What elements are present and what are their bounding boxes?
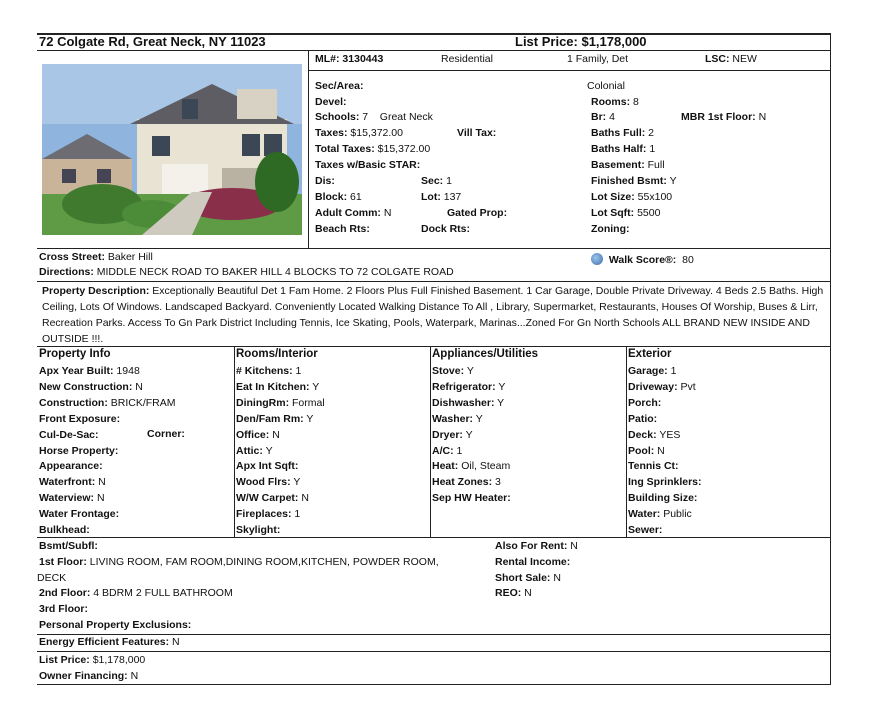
property-row [39, 524, 90, 537]
appliances-row-value: Oil, Steam [461, 460, 511, 473]
rooms-value: 8 [633, 96, 639, 108]
mls-number [315, 53, 383, 66]
exterior-row-label: Patio: [628, 412, 658, 425]
property-row [39, 365, 140, 378]
beach-rts-label: Beach Rts: [315, 223, 370, 235]
divider [37, 346, 831, 347]
cross-street-value: Baker Hill [107, 251, 153, 263]
bedrooms [591, 111, 615, 124]
style-value: Colonial [587, 80, 625, 92]
appliances-row-label: Sep HW Heater: [432, 492, 511, 505]
divider [37, 537, 831, 538]
rooms-row-label: # Kitchens: [236, 365, 293, 377]
directions [39, 266, 454, 279]
rooms-row-value: 1 [295, 365, 302, 377]
property-row-value: BRICK/FRAM [110, 396, 176, 409]
first-floor-label: 1st Floor: [39, 556, 87, 568]
property-row [39, 413, 120, 426]
exterior-row-value: 1 [670, 365, 677, 377]
taxes-star-label: Taxes w/Basic STAR: [315, 159, 421, 171]
appliances-row-label: Washer: [432, 412, 474, 425]
walk-score-value: 80 [682, 254, 694, 266]
list-price-header: List Price: $1,178,000 [515, 34, 647, 49]
lot-size [591, 191, 672, 204]
exterior-row-label: Porch: [628, 396, 662, 409]
short-sale-label: Short Sale: [495, 572, 551, 584]
mls-label: ML#: [315, 53, 340, 65]
first-floor [39, 556, 439, 569]
exterior-row [628, 429, 680, 442]
property-row-label: Waterfront: [39, 476, 96, 489]
exterior-row [628, 492, 697, 505]
appliances-row [432, 429, 473, 442]
exterior-heading: Exterior [628, 348, 672, 360]
divider [626, 346, 627, 537]
divider [37, 651, 831, 652]
taxes-value: $15,372.00 [350, 127, 403, 139]
lot-sqft [591, 207, 660, 220]
schools-value: 7 Great Neck [362, 111, 433, 123]
second-floor [39, 587, 233, 600]
reo-value: N [524, 587, 532, 599]
basement [591, 159, 665, 172]
owner-financing [39, 670, 138, 683]
property-row-label: Waterview: [39, 492, 95, 505]
divider [37, 634, 831, 635]
owner-financing-label: Owner Financing: [39, 670, 128, 682]
also-for-rent-label: Also For Rent: [495, 540, 568, 552]
exterior-row-label: Water: [628, 508, 661, 521]
property-row-label: Apx Year Built: [39, 365, 114, 377]
lot-label: Lot: [421, 191, 441, 203]
property-row [39, 397, 176, 410]
rooms-row-label: W/W Carpet: [236, 492, 299, 505]
list-price-value: $1,178,000 [92, 654, 146, 666]
appliances-heading: Appliances/Utilities [432, 348, 539, 360]
basement-label: Basement: [591, 159, 645, 171]
house-photo-icon [42, 64, 302, 235]
exterior-row-label: Sewer: [628, 524, 663, 536]
rooms-row-value: N [272, 428, 280, 441]
appliances-row-label: A/C: [432, 444, 454, 457]
rooms-row [236, 429, 280, 442]
appliances-row-label: Refrigerator: [432, 380, 496, 393]
baths-full-value: 2 [648, 127, 655, 139]
appliances-row [432, 476, 501, 489]
rooms-row [236, 508, 300, 521]
taxes-label: Taxes: [315, 127, 348, 139]
rooms-row [236, 445, 273, 458]
total-taxes-label: Total Taxes: [315, 143, 375, 155]
exterior-row-label: Garage: [628, 365, 668, 377]
sec [421, 175, 452, 188]
appliances-row-value: Y [497, 396, 505, 409]
appliances-row-label: Dryer: [432, 428, 463, 441]
listing-address: 72 Colgate Rd, Great Neck, NY 11023 [39, 34, 266, 49]
rooms-row [236, 492, 309, 505]
directions-value: MIDDLE NECK ROAD TO BAKER HILL 4 BLOCKS TO 72 COLGATE ROAD [96, 266, 454, 278]
mbr-value: N [758, 111, 767, 123]
rooms-row-value: 1 [294, 508, 301, 521]
rooms-row-label: Wood Flrs: [236, 476, 291, 489]
energy-value: N [172, 636, 180, 648]
lot [421, 191, 461, 204]
baths-full [591, 127, 654, 140]
property-info-heading: Property Info [39, 348, 111, 360]
divider [308, 70, 831, 71]
exterior-row-label: Building Size: [628, 492, 698, 505]
exterior-row [628, 397, 661, 410]
exterior-row-value: YES [659, 428, 681, 441]
lot-size-value: 55x100 [637, 191, 673, 203]
exterior-row-label: Tennis Ct: [628, 460, 679, 473]
property-row [39, 381, 143, 394]
baths-half-label: Baths Half: [591, 143, 647, 155]
sec-value: 1 [446, 175, 452, 187]
exterior-row [628, 476, 702, 489]
rooms-row [236, 476, 300, 489]
exterior-row-label: Deck: [628, 428, 657, 441]
appliances-row [432, 445, 462, 458]
rooms-row-label: Den/Fam Rm: [236, 412, 304, 425]
rooms-row-value: Y [306, 412, 314, 425]
exterior-row-label: Driveway: [628, 380, 678, 393]
dis-label: Dis: [315, 175, 335, 187]
exterior-row-label: Pool: [628, 444, 655, 457]
cross-street-label: Cross Street: [39, 251, 105, 263]
property-row-label: New Construction: [39, 380, 133, 393]
total-taxes-value: $15,372.00 [377, 143, 431, 155]
house-photo [42, 64, 302, 235]
reo [495, 587, 532, 600]
rooms-row-value: Y [265, 444, 273, 457]
appliances-row-label: Stove: [432, 365, 465, 377]
appliances-row-value: Y [465, 428, 473, 441]
baths-half [591, 143, 655, 156]
property-row-value: N [98, 476, 106, 489]
appliances-row [432, 413, 483, 426]
exterior-row-value: Public [663, 508, 692, 521]
property-row-value: 1948 [116, 365, 140, 377]
rooms-row [236, 365, 301, 378]
br-value: 4 [609, 111, 615, 123]
finished-bsmt-value: Y [669, 175, 677, 187]
exterior-row [628, 508, 692, 521]
list-price-footer [39, 654, 145, 667]
third-floor-label: 3rd Floor: [39, 603, 88, 615]
rooms-row-label: Skylight: [236, 524, 281, 536]
personal-exclusions-label: Personal Property Exclusions: [39, 619, 192, 631]
first-floor-value: LIVING ROOM, FAM ROOM,DINING ROOM,KITCHEN, POWDER ROOM, [89, 556, 439, 568]
rooms-row-label: Apx Int Sqft: [236, 460, 299, 473]
exterior-row [628, 365, 676, 378]
appliances-row-value: Y [466, 365, 474, 377]
property-row-label: Construction: [39, 396, 108, 409]
rental-income-label: Rental Income: [495, 556, 571, 568]
appliances-row-value: 3 [495, 476, 501, 489]
finished-bsmt [591, 175, 677, 188]
reo-label: REO: [495, 587, 522, 599]
divider [37, 248, 831, 249]
appliances-row [432, 460, 510, 473]
exterior-row [628, 381, 696, 394]
rooms-row-label: DiningRm: [236, 396, 290, 409]
property-row [39, 460, 103, 473]
mls-value: 3130443 [342, 53, 384, 65]
rooms-row [236, 381, 319, 394]
property-row [39, 429, 99, 442]
rooms-row [236, 524, 280, 537]
lot-sqft-value: 5500 [637, 207, 661, 219]
property-row [39, 476, 106, 489]
exterior-row [628, 445, 665, 458]
rooms [591, 96, 639, 109]
divider [308, 50, 309, 248]
bottom-border [37, 684, 831, 685]
appliances-row [432, 397, 504, 410]
rooms-label: Rooms: [591, 96, 631, 108]
exterior-row [628, 460, 679, 473]
appliances-row-value: Y [498, 380, 506, 393]
divider [234, 346, 235, 537]
description-text: Exceptionally Beautiful Det 1 Fam Home. 2 Floors Plus Full Finished Basement. 1 Car Garage, Double Private Driveway. 4 Beds 2.5 Baths. High Ceiling, Lots Of Windows. Landscaped Backyard. Conveniently Located Walking Distance To All , Library, Supermarket, Restaurants, Houses Of Worship, Buses & Lirr, Recreation Parks. Access To Gn Park District Including Tennis, Ice Skating, Pools, Waterpark, Marinas...Zoned For Gn North Schools ALL BRAND NEW INSIDE AND OUTSIDE !!!. [42, 285, 824, 345]
property-row [39, 492, 105, 505]
property-row-value: N [96, 492, 105, 505]
schools [315, 111, 433, 124]
vill-tax-label: Vill Tax: [457, 127, 497, 139]
appliances-row [432, 381, 505, 394]
also-for-rent [495, 540, 578, 553]
appliances-row [432, 365, 474, 378]
rooms-row-label: Eat In Kitchen: [236, 380, 310, 393]
rooms-row-value: Y [312, 380, 320, 393]
rooms-row [236, 413, 313, 426]
taxes [315, 127, 403, 140]
adult-comm [315, 207, 391, 220]
rooms-interior-heading: Rooms/Interior [236, 348, 318, 360]
description-label: Property Description: [42, 285, 150, 297]
divider [430, 346, 431, 537]
zoning-label: Zoning: [591, 223, 630, 235]
lsc-status [705, 53, 757, 66]
directions-label: Directions: [39, 266, 94, 278]
appliances-row [432, 492, 511, 505]
exterior-row-value: Pvt [680, 380, 696, 393]
second-floor-label: 2nd Floor: [39, 587, 91, 599]
br-label: Br: [591, 111, 607, 123]
rooms-row-value: Y [293, 476, 301, 489]
rooms-row-label: Attic: [236, 444, 263, 457]
lsc-label: LSC: [705, 53, 730, 65]
listing-sheet [37, 33, 831, 685]
exterior-row-label: Ing Sprinklers: [628, 476, 702, 489]
bsmt-subfl-label: Bsmt/Subfl: [39, 540, 98, 552]
owner-financing-value: N [130, 670, 139, 682]
first-floor-continued: DECK [37, 572, 67, 584]
property-row-label: Water Frontage: [39, 508, 120, 521]
also-for-rent-value: N [570, 540, 578, 552]
divider [37, 50, 831, 51]
block [315, 191, 362, 204]
sec-area-label: Sec/Area: [315, 80, 364, 92]
finished-bsmt-label: Finished Bsmt: [591, 175, 667, 187]
property-row-label: Bulkhead: [39, 524, 90, 536]
corner-label: Corner: [147, 428, 185, 440]
appliances-row-label: Heat: [432, 460, 459, 473]
property-row-label: Front Exposure: [39, 412, 121, 425]
block-label: Block: [315, 191, 348, 203]
short-sale [495, 572, 561, 585]
rooms-row [236, 397, 325, 410]
schools-label: Schools: [315, 111, 360, 123]
sec-label: Sec: [421, 175, 444, 187]
lsc-value: NEW [732, 53, 757, 65]
property-row-label: Cul-De-Sac: [39, 428, 99, 441]
rooms-row-value: Formal [292, 396, 325, 409]
walk-score-icon [591, 253, 603, 265]
energy-efficient [39, 636, 180, 649]
walk-score-label: Walk Score®: [608, 254, 677, 266]
adult-comm-value: N [383, 207, 392, 219]
property-row [39, 508, 119, 521]
divider [37, 281, 831, 282]
lot-size-label: Lot Size: [591, 191, 635, 203]
mbr-label: MBR 1st Floor: [681, 111, 756, 123]
lot-sqft-label: Lot Sqft: [591, 207, 635, 219]
property-type: Residential [441, 53, 493, 65]
block-value: 61 [350, 191, 362, 203]
property-style: 1 Family, Det [567, 53, 629, 65]
property-row [39, 445, 118, 458]
cross-street [39, 251, 153, 264]
exterior-row-value: N [657, 444, 665, 457]
walk-score [591, 253, 694, 267]
rooms-row-label: Office: [236, 428, 270, 441]
mbr-first-floor [681, 111, 766, 124]
exterior-row [628, 524, 662, 537]
dock-rts-label: Dock Rts: [421, 223, 471, 235]
appliances-row-label: Dishwasher: [432, 396, 495, 409]
appliances-row-label: Heat Zones: [432, 476, 493, 489]
second-floor-value: 4 BDRM 2 FULL BATHROOM [93, 587, 233, 599]
short-sale-value: N [553, 572, 561, 584]
list-price-label: List Price: [39, 654, 90, 666]
basement-value: Full [647, 159, 665, 171]
appliances-row-value: 1 [456, 444, 463, 457]
baths-full-label: Baths Full: [591, 127, 646, 139]
energy-label: Energy Efficient Features: [39, 636, 170, 648]
appliances-row-value: Y [475, 412, 483, 425]
right-border [830, 33, 831, 685]
property-description [42, 283, 826, 347]
rooms-row-label: Fireplaces: [236, 508, 292, 521]
gated-prop-label: Gated Prop: [447, 207, 508, 219]
property-row-label: Horse Property: [39, 444, 119, 457]
total-taxes [315, 143, 430, 156]
baths-half-value: 1 [649, 143, 656, 155]
property-row-value: N [135, 380, 143, 393]
exterior-row [628, 413, 657, 426]
lot-value: 137 [443, 191, 462, 203]
rooms-row-value: N [301, 492, 309, 505]
adult-comm-label: Adult Comm: [315, 207, 381, 219]
devel-label: Devel: [315, 96, 347, 108]
rooms-row [236, 460, 298, 473]
property-row-label: Appearance: [39, 460, 103, 473]
